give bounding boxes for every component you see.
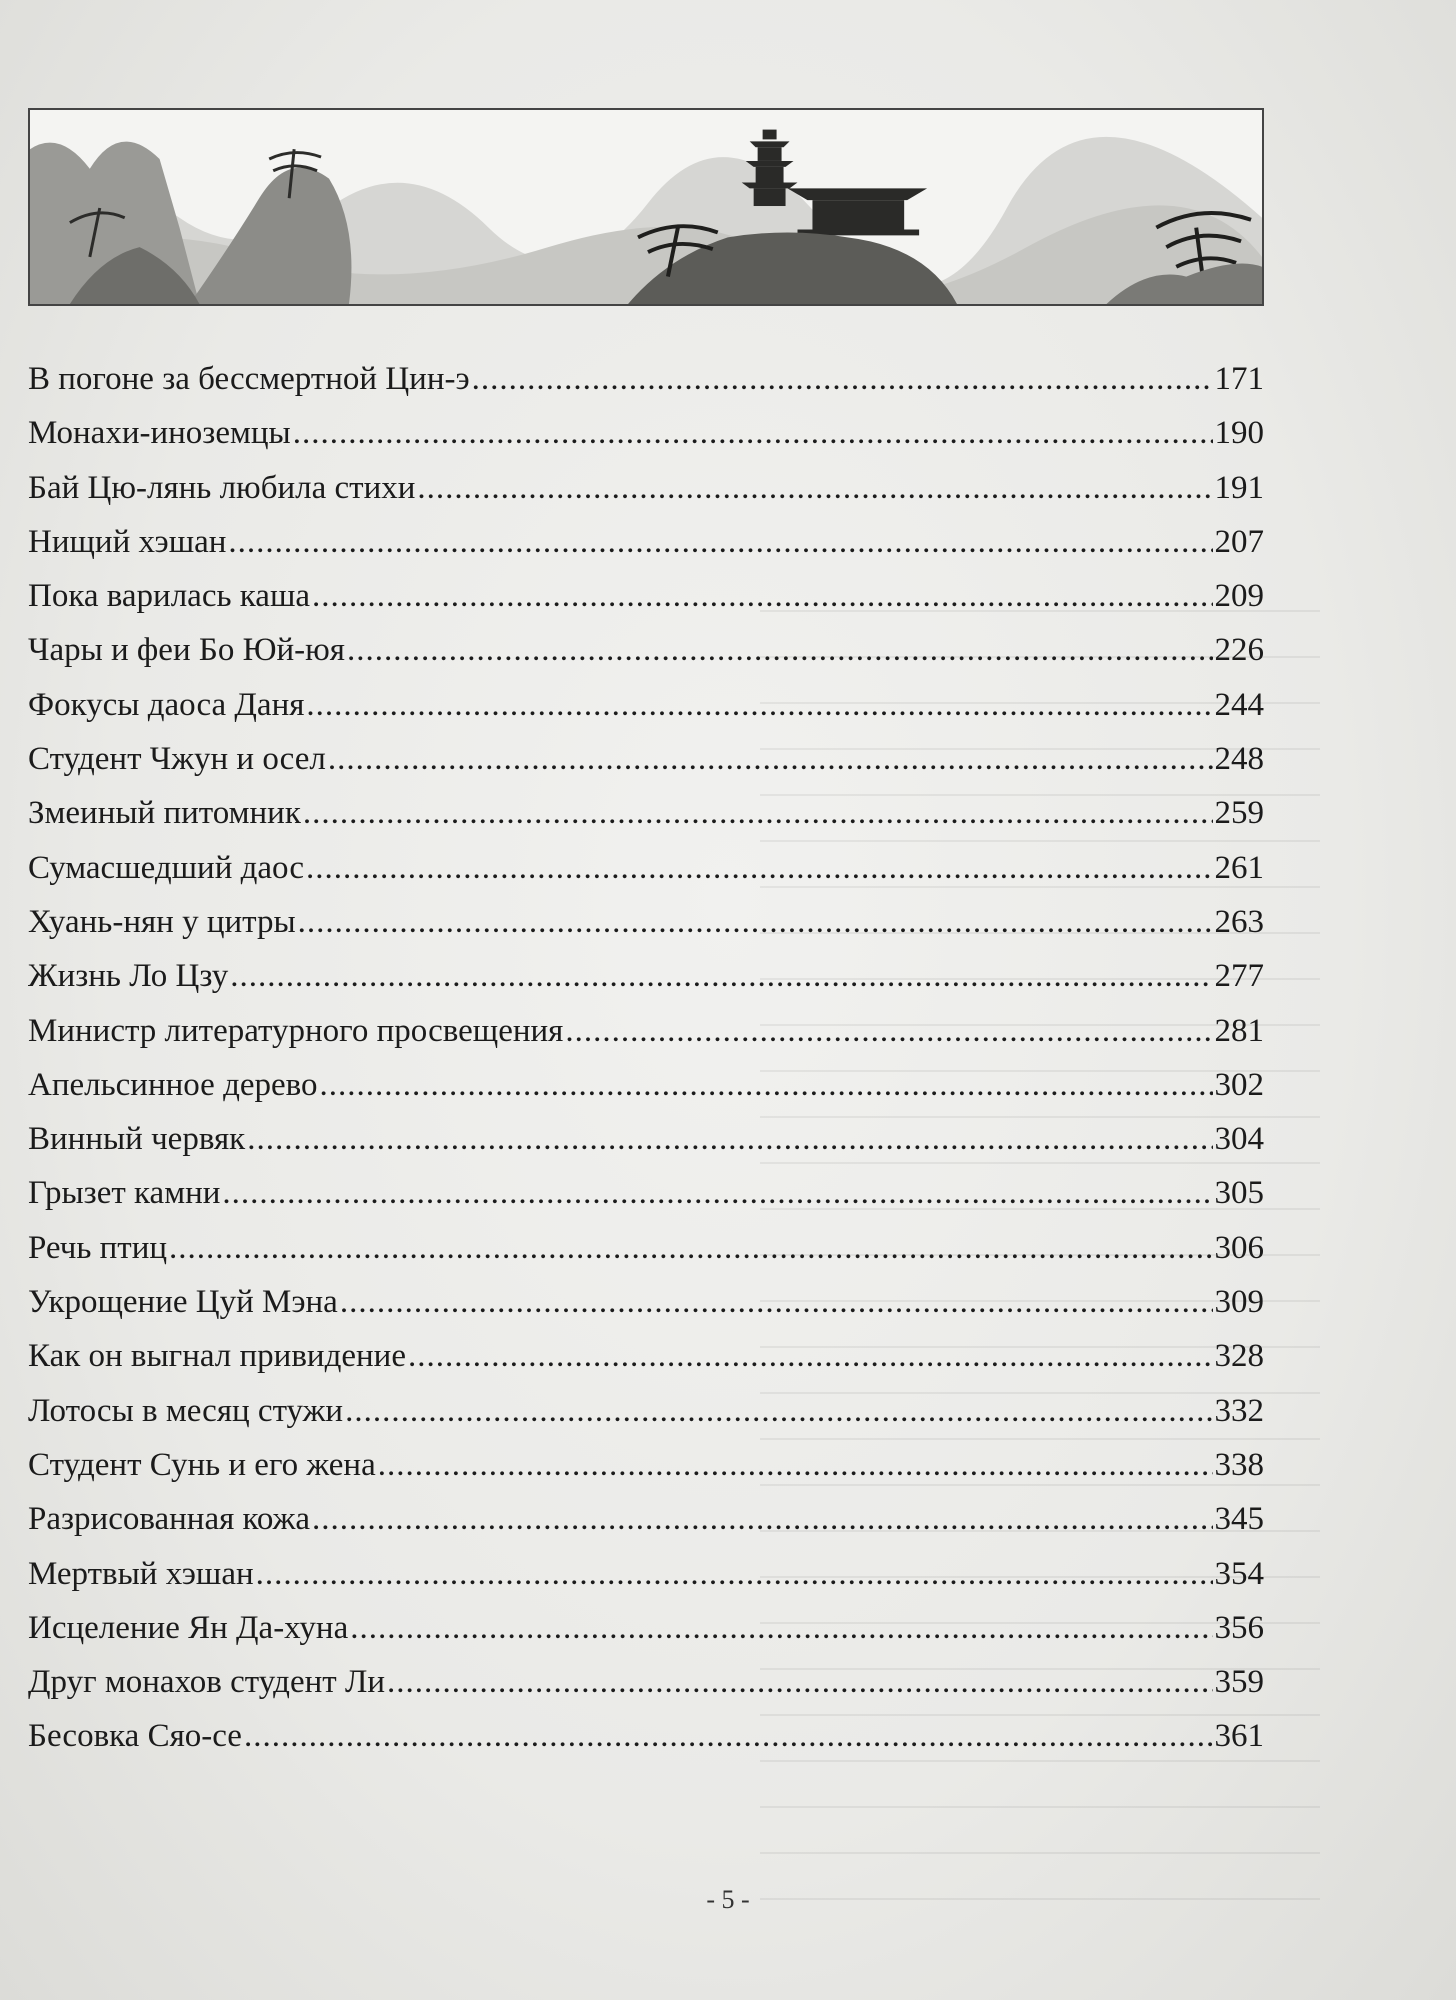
toc-dot-leader	[222, 1166, 1212, 1220]
toc-dot-leader	[306, 678, 1212, 732]
toc-entry-title: Министр литературного просвещения	[28, 1012, 564, 1049]
toc-entry[interactable]	[28, 461, 1264, 515]
toc-dot-leader	[293, 406, 1213, 460]
toc-entry-page: 345	[1214, 1501, 1264, 1538]
toc-entry-title: Укрощение Цуй Мэна	[28, 1284, 338, 1321]
toc-entry[interactable]	[28, 1004, 1264, 1058]
toc-entry-title: Как он выгнал привидение	[28, 1338, 406, 1375]
toc-entry-title: Бесовка Сяо-се	[28, 1718, 242, 1755]
toc-entry[interactable]	[28, 352, 1264, 406]
toc-dot-leader	[256, 1547, 1213, 1601]
toc-entry[interactable]	[28, 732, 1264, 786]
toc-dot-leader	[244, 1709, 1213, 1763]
toc-dot-leader	[312, 1492, 1212, 1546]
toc-dot-leader	[230, 949, 1212, 1003]
toc-entry[interactable]	[28, 949, 1264, 1003]
toc-dot-leader	[387, 1655, 1213, 1709]
toc-entry-title: Фокусы даоса Даня	[28, 686, 305, 723]
toc-entry-title: Винный червяк	[28, 1121, 246, 1158]
toc-entry-title: Исцеление Ян Да-хуна	[28, 1609, 349, 1646]
toc-entry-page: 309	[1214, 1284, 1264, 1321]
toc-entry-title: Лотосы в месяц стужи	[28, 1392, 344, 1429]
toc-entry[interactable]	[28, 1329, 1264, 1383]
toc-entry-title: Бай Цю-лянь любила стихи	[28, 469, 416, 506]
toc-entry-page: 305	[1214, 1175, 1264, 1212]
landscape-illustration-icon	[30, 110, 1262, 304]
toc-entry[interactable]	[28, 515, 1264, 569]
toc-entry-title: Студент Сунь и его жена	[28, 1446, 376, 1483]
toc-entry-page: 248	[1214, 741, 1264, 778]
toc-entry-page: 304	[1214, 1121, 1264, 1158]
toc-entry[interactable]	[28, 623, 1264, 677]
toc-entry-page: 207	[1214, 523, 1264, 560]
toc-dot-leader	[320, 1058, 1213, 1112]
toc-entry-title: Сумасшедший даос	[28, 849, 305, 886]
toc-entry-title: Разрисованная кожа	[28, 1501, 311, 1538]
toc-entry[interactable]	[28, 841, 1264, 895]
toc-dot-leader	[350, 1601, 1212, 1655]
toc-entry[interactable]	[28, 1601, 1264, 1655]
toc-entry-page: 281	[1214, 1012, 1264, 1049]
toc-entry-page: 356	[1214, 1609, 1264, 1646]
toc-entry[interactable]	[28, 1166, 1264, 1220]
toc-entry-page: 332	[1214, 1392, 1264, 1429]
toc-entry-title: В погоне за бессмертной Цин-э	[28, 361, 470, 397]
toc-dot-leader	[408, 1329, 1213, 1383]
toc-dot-leader	[328, 732, 1213, 786]
toc-entry-page: 302	[1214, 1066, 1264, 1103]
toc-dot-leader	[303, 786, 1213, 840]
toc-entry-title: Пока варилась каша	[28, 578, 311, 615]
toc-entry[interactable]	[28, 1438, 1264, 1492]
page-number: - 5 -	[706, 1885, 750, 1914]
toc-entry-page: 361	[1214, 1718, 1264, 1755]
toc-entry-title: Нищий хэшан	[28, 523, 227, 560]
toc-entry-title: Мертвый хэшан	[28, 1555, 254, 1592]
toc-entry[interactable]	[28, 678, 1264, 732]
toc-entry-title: Змеиный питомник	[28, 795, 301, 832]
toc-entry-title: Монахи-иноземцы	[28, 415, 291, 452]
toc-dot-leader	[472, 352, 1213, 406]
landscape-banner	[28, 108, 1264, 306]
toc-dot-leader	[312, 569, 1212, 623]
toc-entry[interactable]	[28, 895, 1264, 949]
toc-entry-title: Апельсинное дерево	[28, 1066, 318, 1103]
toc-dot-leader	[378, 1438, 1213, 1492]
toc-entry[interactable]	[28, 1547, 1264, 1601]
toc-entry-page: 277	[1214, 958, 1264, 995]
toc-entry-page: 244	[1214, 686, 1264, 723]
toc-entry-page: 263	[1214, 903, 1264, 940]
toc-entry[interactable]	[28, 1384, 1264, 1438]
toc-entry[interactable]	[28, 1275, 1264, 1329]
toc-entry-page: 261	[1214, 849, 1264, 886]
toc-entry[interactable]	[28, 1058, 1264, 1112]
toc-entry-page: 209	[1214, 578, 1264, 615]
toc-dot-leader	[347, 623, 1213, 677]
toc-entry-title: Речь птиц	[28, 1229, 168, 1266]
toc-entry[interactable]	[28, 1221, 1264, 1275]
toc-entry[interactable]	[28, 1709, 1264, 1763]
toc-entry-page: 259	[1214, 795, 1264, 832]
toc-entry-title: Жизнь Ло Цзу	[28, 958, 229, 995]
toc-entry[interactable]	[28, 1112, 1264, 1166]
toc-entry-title: Чары и феи Бо Юй-юя	[28, 632, 345, 669]
toc-entry-page: 171	[1214, 361, 1264, 397]
toc-entry-title: Друг монахов студент Ли	[28, 1664, 385, 1701]
toc-entry-page: 306	[1214, 1229, 1264, 1266]
toc-dot-leader	[345, 1384, 1212, 1438]
toc-entry-title: Хуань-нян у цитры	[28, 903, 296, 940]
toc-entry-page: 226	[1214, 632, 1264, 669]
toc-entry-title: Грызет камни	[28, 1175, 221, 1212]
toc-entry-page: 354	[1214, 1555, 1264, 1592]
toc-entry[interactable]	[28, 786, 1264, 840]
toc-dot-leader	[417, 461, 1212, 515]
toc-dot-leader	[169, 1221, 1212, 1275]
toc-entry[interactable]	[28, 1655, 1264, 1709]
toc-dot-leader	[565, 1004, 1212, 1058]
toc-dot-leader	[306, 841, 1212, 895]
toc-entry-page: 338	[1214, 1446, 1264, 1483]
toc-dot-leader	[340, 1275, 1213, 1329]
toc-entry[interactable]	[28, 1492, 1264, 1546]
toc-entry-page: 190	[1214, 415, 1264, 452]
toc-entry[interactable]	[28, 569, 1264, 623]
toc-entry-page: 328	[1214, 1338, 1264, 1375]
toc-dot-leader	[298, 895, 1213, 949]
toc-entry-page: 191	[1214, 469, 1264, 506]
toc-entry[interactable]	[28, 406, 1264, 460]
toc-dot-leader	[247, 1112, 1212, 1166]
toc-entry-title: Студент Чжун и осел	[28, 741, 326, 778]
toc-entry-page: 359	[1214, 1664, 1264, 1701]
toc-dot-leader	[228, 515, 1212, 569]
table-of-contents	[28, 352, 1264, 1764]
